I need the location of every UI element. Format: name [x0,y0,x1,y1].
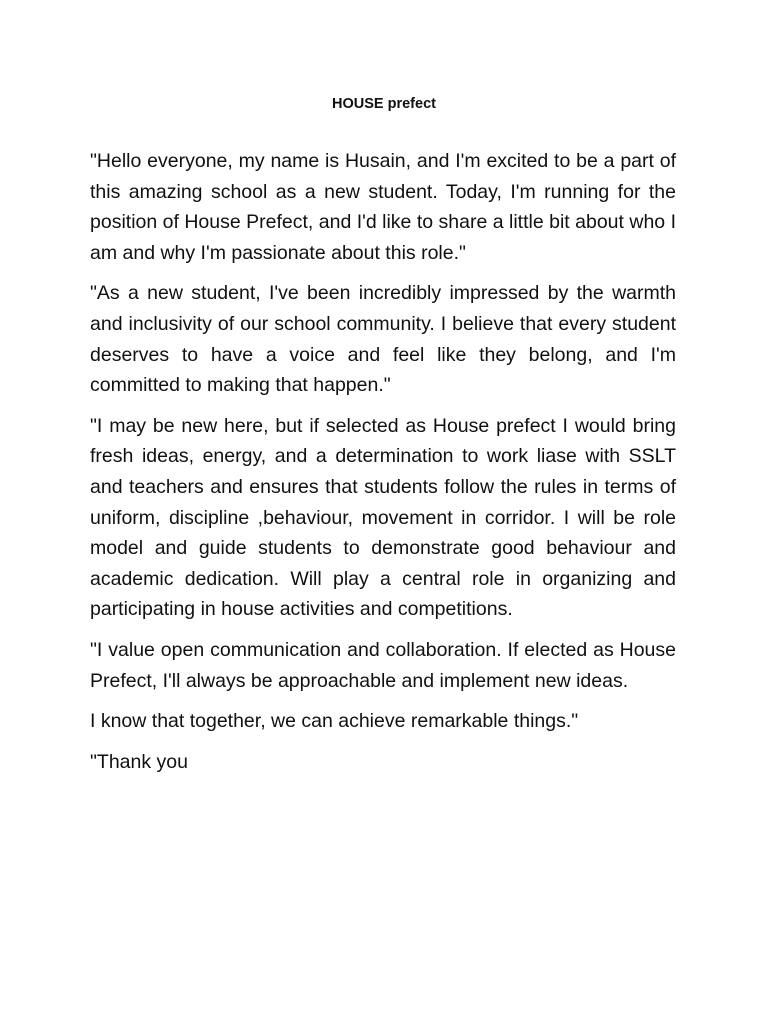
paragraph-introduction: "Hello everyone, my name is Husain, and I'm excited to be a part of this amazing school as a new student. Today, I'm running for the position of House Prefect, and I'd like to share a little bit about who I am and why I'm passionate about this role." [90,150,676,264]
paragraph-thank-you: "Thank you [90,750,188,773]
document-body [90,146,676,787]
paragraph-community: "As a new student, I've been incredibly impressed by the warmth and inclusivity of our school community. I believe that every student deserves to have a voice and feel like they belong, and I'm committed to making that happen." [90,282,676,397]
document-title: HOUSE prefect [332,96,436,112]
paragraph-commitments: "I may be new here, but if selected as House prefect I would bring fresh ideas, energy, and a determination to work liase with SSLT and teachers and ensures that students follow the rules in terms of uniform, discipline ,behaviour, movement in corridor. I will be role model and guide students to demonstrate good behaviour and academic dedication. Will play a central role in organizing and participating in house activities and competitions. [90,414,676,621]
paragraph-closing: I know that together, we can achieve remarkable things." [90,710,579,733]
paragraph-communication: "I value open communication and collaboration. If elected as House Prefect, I'll always be approachable and implement new ideas. [90,638,676,692]
